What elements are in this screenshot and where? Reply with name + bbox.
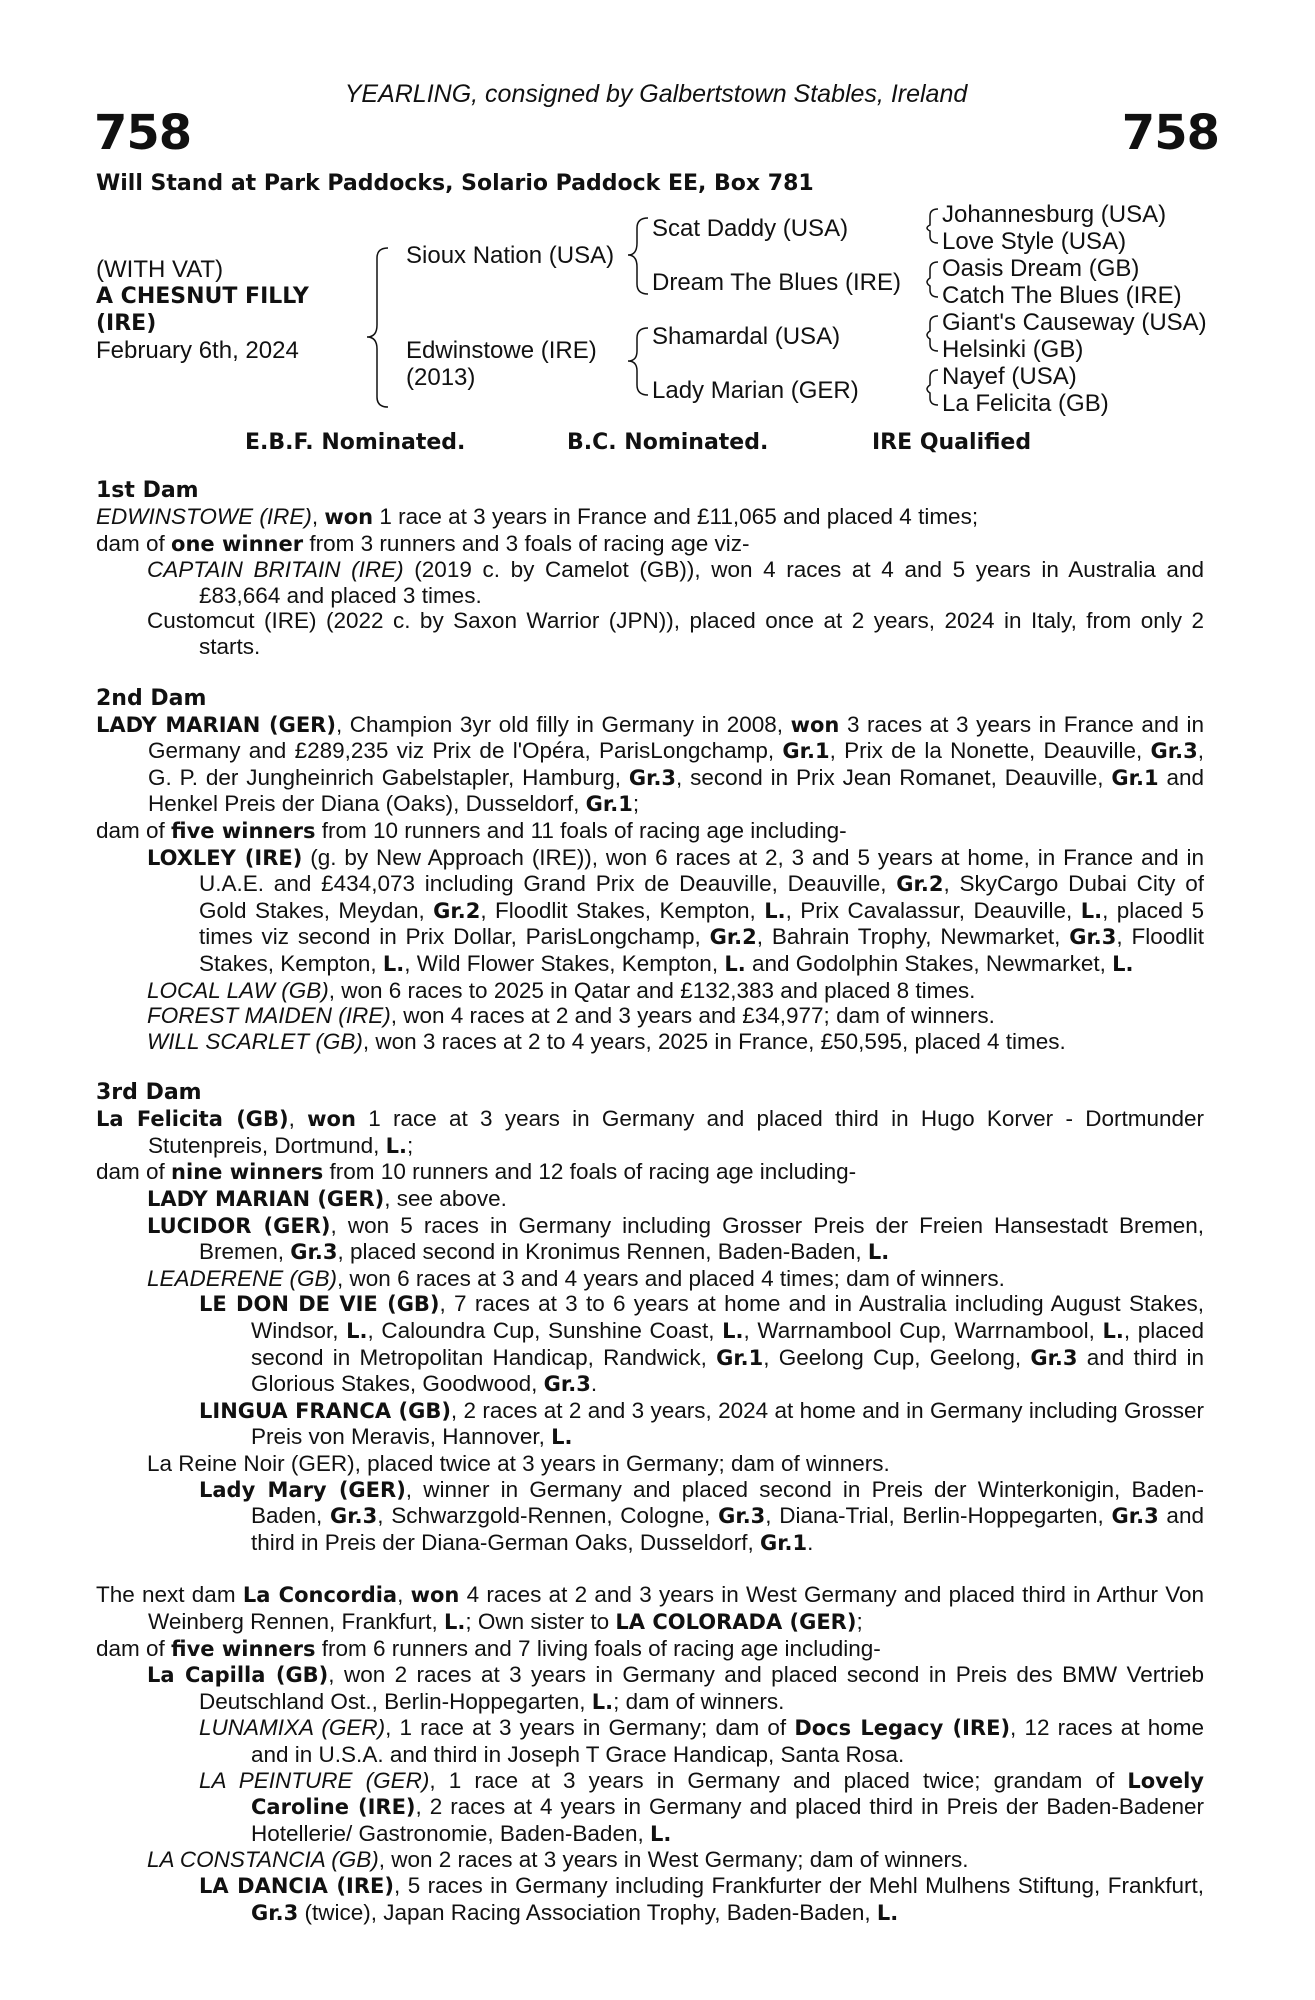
ancestor-g3: Catch The Blues (IRE) [942,282,1182,309]
text: , Champion 3yr old filly in Germany in 2008, [335,711,791,737]
dam-name: La Felicita (GB) [96,1107,289,1132]
text: The next dam [96,1582,243,1608]
produce-name: LUNAMIXA (GER) [199,1715,386,1741]
sire-of-dam: Shamardal (USA) [652,323,841,350]
text: dam of [96,1159,172,1185]
listed: L. [346,1319,368,1344]
produce-entry [96,557,1204,608]
text: from 10 runners and 11 foals of racing age including- [315,817,847,843]
text: , won 6 races to 2025 in Qatar and £132,383 and placed 8 times. [328,977,976,1003]
grade: Gr.2 [709,925,757,950]
grade: Gr.3 [1150,739,1198,764]
listed: L. [1102,1319,1124,1344]
grade: Gr.3 [543,1372,591,1397]
produce-name: Lady Mary (GER) [199,1477,406,1502]
text: , won 6 races at 3 and 4 years and placed 4 times; dam of winners. [337,1265,1005,1291]
text: , G. P. der Jungheinrich Gabelstapler, Hamburg, [148,738,1204,790]
produce-name: LA DANCIA (IRE) [199,1873,394,1898]
produce-name: LINGUA FRANCA (GB) [199,1398,451,1423]
produce-name: LOCAL LAW (GB) [147,977,329,1003]
produce-name: Docs Legacy (IRE) [794,1716,1011,1741]
lot-number-left: 758 [94,105,192,161]
text: , Prix de la Nonette, Deauville, [829,738,1151,764]
dam-of-dam: Lady Marian (GER) [652,377,859,404]
bc-nomination: B.C. Nominated. [567,430,769,455]
text: dam of [96,817,172,843]
bracket-g3-2 [927,262,938,297]
grade: Gr.3 [718,1504,766,1529]
text: , SkyCargo Dubai City of Gold Stakes, Meydan, [199,871,1204,923]
text: , [288,1106,308,1132]
ancestor-g3: La Felicita (GB) [942,390,1109,417]
foaling-date: February 6th, 2024 [96,337,299,364]
listed: L. [867,1240,890,1265]
listed: L. [1080,898,1103,923]
ancestor-g3: Love Style (USA) [942,228,1127,255]
produce-name: WILL SCARLET (GB) [147,1028,363,1054]
winners-count: nine winners [171,1160,324,1185]
second-dam-heading: 2nd Dam [96,685,207,711]
text: , Warrnambool Cup, Warrnambool, [743,1318,1103,1344]
sire-of-sire: Scat Daddy (USA) [652,215,849,242]
listed: L. [1112,951,1134,976]
grade: Gr.3 [1030,1345,1078,1370]
grade: Gr.3 [330,1504,378,1529]
ebf-nomination: E.B.F. Nominated. [245,430,466,455]
text: , placed second in Kronimus Rennen, Baden-Baden, [337,1239,868,1265]
text: 3 races at 3 years in France and in Germany and £289,235 viz Prix de l'Opéra, ParisLongchamp, [148,711,1204,764]
grade: Gr.3 [628,765,677,790]
text: and third in Glorious Stakes, Goodwood, [251,1344,1205,1397]
grandproduce-entry [96,1477,1204,1557]
consignor-line: YEARLING, consigned by Galbertstown Stables, Ireland [344,80,968,108]
second-dam-produce-summary [96,818,1204,845]
lot-number-right: 758 [1121,105,1219,161]
text: , winner in Germany and placed second in Preis der Winterkonigin, Baden-Baden, [251,1476,1204,1529]
text: and Godolphin Stakes, Newmarket, [745,950,1113,976]
listed: L. [649,1821,672,1846]
stand-location: Will Stand at Park Paddocks, Solario Paddock EE, Box 781 [96,171,814,196]
first-dam-record: EDWINSTOWE (IRE), won 1 race at 3 years in France and £11,065 and placed 4 times; [96,504,979,529]
third-dam-produce-summary [96,1159,1204,1186]
text: ; [856,1608,863,1634]
vat-note: (WITH VAT) [96,256,224,283]
produce-entry [96,978,1204,1004]
grade: Gr.1 [585,792,633,817]
sister-name: LA COLORADA (GER) [615,1609,857,1634]
produce-entry [96,1213,1204,1266]
won-label: won [410,1583,460,1608]
grandproduce-entry [96,1398,1204,1451]
produce-name: CAPTAIN BRITAIN (IRE) [147,557,404,583]
ancestor-g3: Giant's Causeway (USA) [942,309,1207,336]
text: , see above. [384,1186,507,1212]
produce-name: LADY MARIAN (GER) [147,1187,385,1212]
won-label: won [324,505,374,529]
text: , Geelong Cup, Geelong, [763,1344,1031,1370]
text: (twice), Japan Racing Association Trophy, Baden-Baden, [298,1899,877,1925]
grade: Gr.3 [1111,1504,1159,1529]
text: 4 races at 2 and 3 years in West Germany and placed third in Arthur Von Weinberg Rennen, Frankfurt, [148,1582,1204,1634]
text: , won 5 races in Germany including Grosser Preis der Freien Hansestadt Bremen, Bremen, [199,1212,1205,1265]
text: , 1 race at 3 years in Germany; dam of [385,1715,795,1741]
text: , Schwarzgold-Rennen, Cologne, [377,1503,719,1529]
bracket-main [367,248,388,407]
produce-entry [96,1186,1204,1213]
grade: Gr.2 [896,872,944,897]
text: , Prix Cavalassur, Deauville, [785,897,1081,923]
ire-qualified: IRE Qualified [872,430,1032,455]
text: , 12 races at home and in U.S.A. and third in Joseph T Grace Handicap, Santa Rosa. [251,1715,1205,1767]
pedigree-table [0,0,1315,420]
produce-entry [96,1003,1204,1029]
record-text: 1 race at 3 years in France and £11,065 and placed 4 times; [373,504,979,529]
text: , 1 race at 3 years in Germany and placed twice; grandam of [429,1767,1128,1793]
text: (g. by New Approach (IRE)), won 6 races at 2, 3 and 5 years at home, in France and in U.A.E. and £434,073 including Grand Prix de Deauville, Deauville, [199,844,1204,897]
text: , Wild Flower Stakes, Kempton, [404,950,725,976]
produce-name: LA CONSTANCIA (GB) [147,1847,379,1873]
bracket-dam [628,328,648,395]
text: from 6 runners and 7 living foals of racing age including- [315,1635,881,1661]
first-dam-heading: 1st Dam [96,478,199,503]
produce-name: LE DON DE VIE (GB) [199,1292,440,1317]
won-label: won [307,1107,356,1132]
text: , placed second in Metropolitan Handicap, Randwick, [251,1318,1205,1370]
dam: Edwinstowe (IRE) [406,337,597,364]
grandproduce-entry [96,1873,1204,1926]
bracket-g3-4 [927,370,938,405]
listed: L. [591,1689,614,1714]
text: from 3 runners and 3 foals of racing age viz- [303,530,750,556]
produce-entry [96,1266,1204,1292]
produce-name: LEADERENE (GB) [147,1265,338,1291]
third-dam-record [96,1106,1204,1159]
bracket-g3-3 [927,316,938,351]
text: , placed 5 times viz second in Prix Dollar, ParisLongchamp, [199,897,1204,950]
ancestor-g3: Nayef (USA) [942,363,1077,390]
listed: L. [722,1319,744,1344]
text: , 2 races at 4 years in Germany and placed third in Preis der Baden-Badener Hotellerie/ Gastronomie, Baden-Baden, [251,1794,1204,1846]
dam-of-sire: Dream The Blues (IRE) [652,269,901,296]
horse-name: A CHESNUT FILLY [96,284,309,309]
next-dam-produce-summary [96,1636,1204,1663]
listed: L. [764,898,786,923]
grade: Gr.2 [433,898,481,923]
grade: Gr.1 [782,739,830,764]
next-dam-record [96,1582,1204,1635]
text: , 7 races at 3 to 6 years at home and in Australia including August Stakes, Windsor, [251,1291,1204,1344]
text: , 2 races at 2 and 3 years, 2024 at home and in Germany including Grosser Preis von Meravis, Hannover, [251,1397,1204,1450]
bracket-g3-1 [927,209,938,243]
grandproduce-entry [96,1768,1204,1848]
produce-name: LOXLEY (IRE) [147,845,303,870]
produce-entry [96,1029,1204,1055]
winners-count: five winners [171,818,316,843]
text: 1 race at 3 years in Germany and placed third in Hugo Korver - Dortmunder Stutenpreis, Dortmund, [148,1106,1204,1158]
ancestor-g3: Johannesburg (USA) [942,201,1167,228]
second-dam-record [96,712,1204,818]
text: , won 3 races at 2 to 4 years, 2025 in France, £50,595, placed 4 times. [362,1028,1066,1054]
text: ; [632,791,640,817]
grade: Gr.3 [290,1240,338,1265]
listed: L. [551,1425,573,1450]
produce-name: Lovely Caroline (IRE) [251,1768,1204,1820]
text: ; Own sister to [465,1608,616,1634]
listed: L. [382,951,405,976]
produce-entry: La Reine Noir (GER), placed twice at 3 years in Germany; dam of winners. [147,1451,890,1476]
third-dam-heading: 3rd Dam [96,1080,202,1106]
text: dam of [96,530,172,556]
grade: Gr.3 [1069,925,1117,950]
produce-name: LA PEINTURE (GER) [199,1767,430,1793]
ancestor-g3: Helsinki (GB) [942,336,1084,363]
won-label: won [790,712,840,737]
ancestor-g3: Oasis Dream (GB) [942,255,1140,282]
sire: Sioux Nation (USA) [406,242,615,269]
bracket-sire [628,218,648,294]
produce-entry [96,1847,1204,1873]
text: , 5 races in Germany including Frankfurter der Mehl Mulhens Stiftung, Frankfurt, [393,1872,1204,1898]
text: , Diana-Trial, Berlin-Hoppegarten, [765,1503,1112,1529]
produce-name: FOREST MAIDEN (IRE) [147,1003,391,1029]
winners-count: five winners [171,1636,316,1661]
listed: L. [443,1609,466,1634]
text: . [807,1529,814,1555]
produce-entry [96,845,1204,978]
text: , Caloundra Cup, Sunshine Coast, [367,1318,723,1344]
text: , won 4 races at 2 and 3 years and £34,977; dam of winners. [390,1003,995,1029]
dam-name: EDWINSTOWE (IRE) [96,504,312,529]
text: ; dam of winners. [613,1688,785,1714]
text: ; [406,1132,414,1158]
text: . [590,1371,598,1397]
text: and Henkel Preis der Diana (Oaks), Dusseldorf, [148,764,1205,817]
horse-country: (IRE) [96,311,157,336]
grandproduce-entry [96,1291,1204,1397]
text: from 10 runners and 12 foals of racing age including- [323,1159,857,1185]
text: , Bahrain Trophy, Newmarket, [756,924,1070,950]
grade: Gr.1 [1111,765,1159,790]
dam-name: LADY MARIAN (GER) [96,712,336,737]
produce-entry [96,1662,1204,1715]
produce-entry: Customcut (IRE) (2022 c. by Saxon Warrior (JPN)), placed once at 2 years, 2024 in Italy, from only 2 starts. [147,608,1204,659]
grandproduce-entry [96,1715,1204,1767]
text: , won 2 races at 3 years in West Germany; dam of winners. [378,1847,969,1873]
grade: Gr.1 [716,1345,764,1370]
first-dam-produce-summary [96,531,1204,558]
text: , won 2 races at 3 years in Germany and placed second in Preis des BMW Vertrieb Deutschland Ost., Berlin-Hoppegarten, [199,1662,1204,1714]
text: , Floodlit Stakes, Kempton, [199,924,1204,976]
text: , [397,1582,411,1608]
produce-record [96,478,1204,1926]
listed: L. [876,1900,899,1925]
text: and third in Preis der Diana-German Oaks, Dusseldorf, [251,1503,1204,1555]
dam-name: La Concordia [242,1583,398,1608]
grade: Gr.3 [251,1900,299,1925]
produce-name: LUCIDOR (GER) [147,1213,331,1238]
text: , second in Prix Jean Romanet, Deauville, [676,764,1112,790]
text: , Floodlit Stakes, Kempton, [480,897,765,923]
listed: L. [724,951,746,976]
text: (2019 c. by Camelot (GB)), won 4 races at 4 and 5 years in Australia and £83,664 and placed 3 times. [199,557,1204,608]
listed: L. [385,1133,407,1158]
grade: Gr.1 [759,1530,808,1555]
winners-count: one winner [171,531,304,556]
text: dam of [96,1635,172,1661]
produce-name: La Capilla (GB) [147,1663,329,1688]
dam-year: (2013) [406,364,476,391]
